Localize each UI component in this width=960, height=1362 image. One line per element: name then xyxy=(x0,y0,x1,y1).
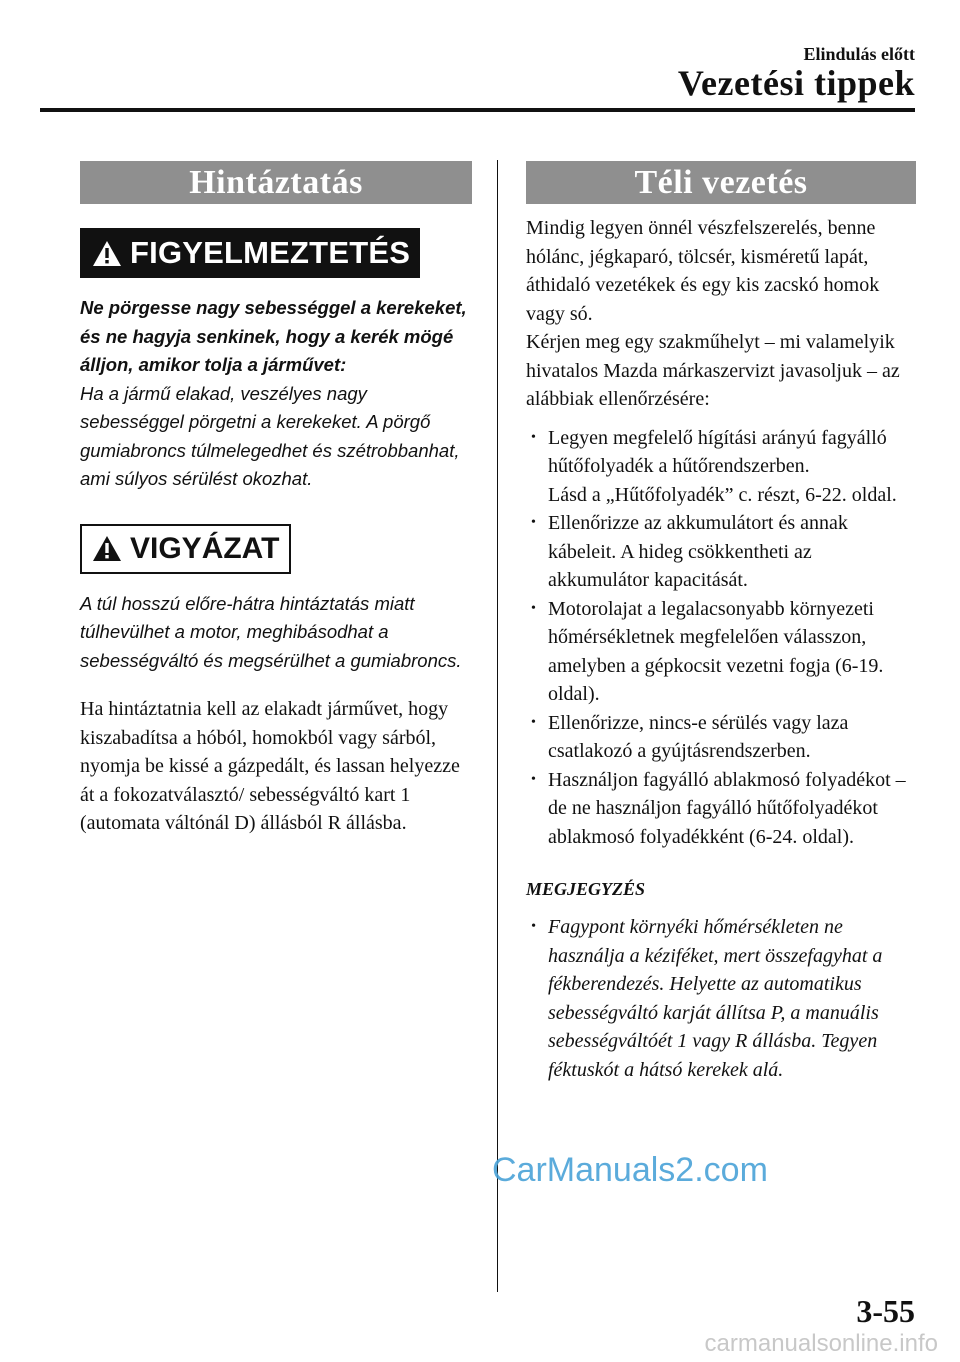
list-item-text: • Ellenőrizze, nincs-e sérülés vagy laza csatlakozó a gyújtásrendszerben. xyxy=(548,711,849,762)
warning-label xyxy=(80,228,420,278)
warning-bold-text: Ne pörgesse nagy sebességgel a kerekeket, és ne hagyja senkinek, hogy a kerék mögé álljon, amikor tolja a járművet: xyxy=(80,297,467,375)
list-item xyxy=(526,509,916,595)
list-item-text: • Motorolajat a legalacsonyabb környezeti hőmérsékletnek megfelelően válasszon, amelyben a gépkocsit vezetni fogja (6-19. oldal). xyxy=(548,597,884,705)
warning-text xyxy=(80,294,472,494)
list-item-text: • Ellenőrizze az akkumulátort és annak kábeleit. A hideg csökkentheti az akkumulátor kapacitását. xyxy=(548,512,848,591)
section-banner-rocking: Hintáztatás xyxy=(80,161,472,204)
winter-intro xyxy=(526,214,916,414)
list-item-reference: Lásd a „Hűtőfolyadék” c. részt, 6-22. oldal. xyxy=(548,483,897,506)
list-item xyxy=(526,766,916,852)
list-item xyxy=(526,595,916,709)
column-divider xyxy=(497,160,498,1292)
header-subtitle: Elindulás előtt xyxy=(803,44,915,64)
caution-label-text: VIGYÁZAT xyxy=(130,531,280,565)
note-title: MEGJEGYZÉS xyxy=(526,879,646,899)
caution-label xyxy=(80,524,291,574)
section-banner-winter: Téli vezetés xyxy=(526,161,916,204)
note-item: • Fagypont környéki hőmérsékleten ne használja a kéziféket, mert összefagyhat a fékberendezés. Helyette az automatikus sebességváltó karját állítsa P, a manuális sebességváltóét 1 vagy R állásba. Tegyen féktuskót a hátsó kerekek alá. xyxy=(526,913,916,1084)
list-item-text: • Használjon fagyálló ablakmosó folyadékot – de ne használjon fagyálló hűtőfolyadékot ablakmosó folyadékként (6-24. oldal). xyxy=(548,768,906,848)
right-column xyxy=(526,161,916,1084)
warning-body-text: Ha a jármű elakad, veszélyes nagy sebességgel pörgetni a kerekeket. A pörgő gumiabroncs túlmelegedhet és szétrobbanhat, ami súlyos sérülést okozhat. xyxy=(80,382,460,489)
page-number: 3-55 xyxy=(856,1293,915,1329)
winter-intro-equipment: Mindig legyen önnél vészfelszerelés, benne hólánc, jégkaparó, tölcsér, kisméretű lapát, áthidaló vezetékek és egy kis zacskó homok vagy só. xyxy=(526,217,880,325)
header-rule xyxy=(40,108,915,112)
left-column xyxy=(80,161,472,838)
rocking-paragraph: Ha hintáztatnia kell az elakadt járművet, hogy kiszabadítsa a hóból, homokból vagy sárból, nyomja be kissé a gázpedált, és lassan helyezze át a fokozatválasztó/ sebességváltó kart 1 (automata váltónál D) állásból R állásba. xyxy=(80,698,460,834)
warning-label-text: FIGYELMEZTETÉS xyxy=(130,235,411,270)
watermark-logo: CarManuals2.com xyxy=(492,1151,768,1189)
list-item-text: • Legyen megfelelő hígítási arányú fagyálló hűtőfolyadék a hűtőrendszerben. xyxy=(548,426,887,477)
note-list xyxy=(526,913,916,1084)
warning-triangle-icon xyxy=(92,240,122,267)
list-item xyxy=(526,424,916,510)
winter-intro-service: Kérjen meg egy szakműhelyt – mi valamelyik hivatalos Mazda márkaszervizt javasoljuk – az alábbiak ellenőrzésére: xyxy=(526,331,900,410)
header-title: Vezetési tippek xyxy=(677,63,915,103)
caution-text: A túl hosszú előre-hátra hintáztatás miatt túlhevülhet a motor, meghibásodhat a sebességváltó és megsérülhet a gumiabroncs. xyxy=(80,592,462,671)
winter-checklist xyxy=(526,424,916,852)
footer-watermark: carmanualsonline.info xyxy=(704,1330,938,1357)
caution-triangle-icon xyxy=(92,535,122,562)
list-item xyxy=(526,709,916,766)
